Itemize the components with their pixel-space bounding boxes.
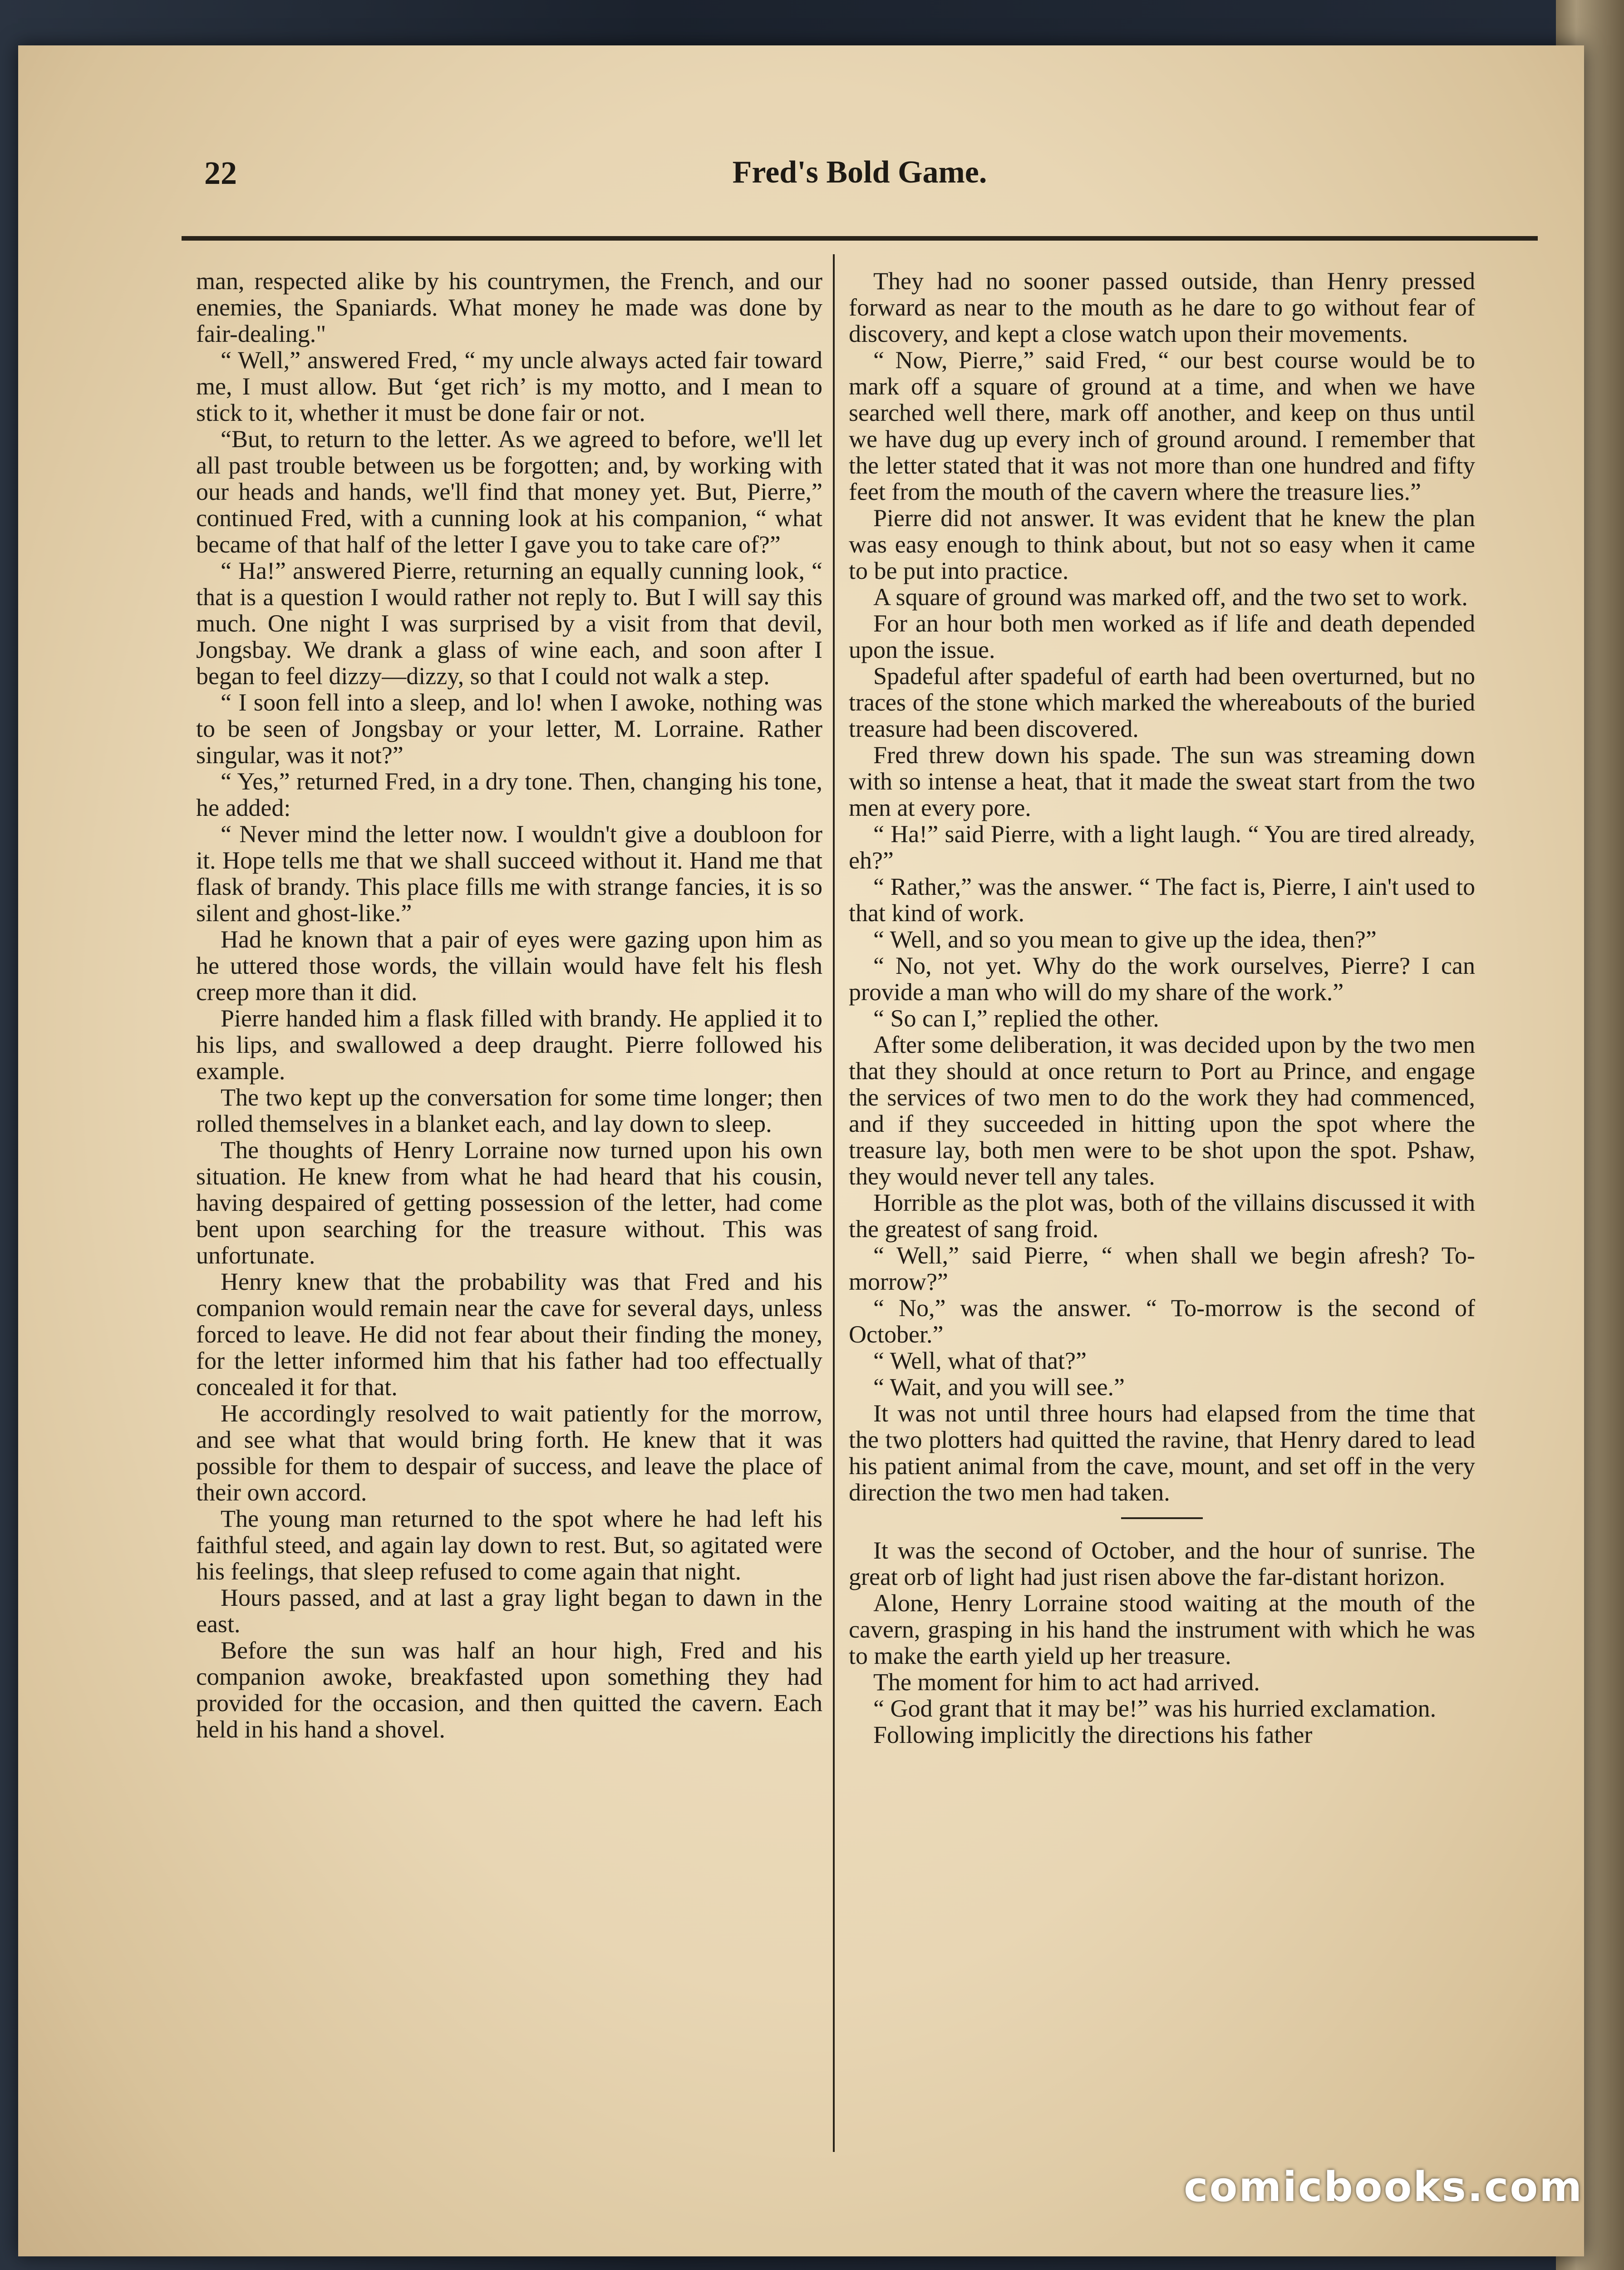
paragraph: man, respected alike by his countrymen, the French, and our enemies, the Spaniards. What money he made was done by fair-dealing." <box>196 267 822 347</box>
paragraph: “ No, not yet. Why do the work ourselves, Pierre? I can provide a man who will do my share of the work.” <box>849 952 1475 1006</box>
paragraph: “ Well,” said Pierre, “ when shall we begin afresh? To-morrow?” <box>849 1242 1475 1295</box>
paragraph: The moment for him to act had arrived. <box>873 1668 1260 1696</box>
paragraph: Pierre handed him a flask filled with brandy. He applied it to his lips, and swallowed a deep draught. Pierre followed his example. <box>196 1005 822 1085</box>
paragraph: Alone, Henry Lorraine stood waiting at the mouth of the cavern, grasping in his hand the instrument with which he was to make the earth yield up her treasure. <box>849 1589 1475 1669</box>
paragraph: For an hour both men worked as if life and death depended upon the issue. <box>849 610 1475 663</box>
paragraph: “But, to return to the letter. As we agreed to before, we'll let all past trouble between us be forgotten; and, by working with our heads and hands, we'll find that money yet. But, Pierre,” continued Fred, with a cunning look at his companion, “ what became of that half of the letter I gave you to take care of?” <box>196 425 822 558</box>
paragraph: “ Wait, and you will see.” <box>873 1373 1125 1401</box>
left-column <box>196 268 822 1742</box>
paragraph: After some deliberation, it was decided upon by the two men that they should at once return to Port au Prince, and engage the services of two men to do the work they had commenced, and if they succeeded in hitting upon the spot where the treasure lay, both men were to be shot upon the spot. Pshaw, they would never tell any tales. <box>849 1031 1475 1190</box>
paragraph: “ God grant that it may be!” was his hurried exclamation. <box>873 1695 1437 1722</box>
paragraph: A square of ground was marked off, and the two set to work. <box>873 583 1468 611</box>
right-column <box>849 268 1475 1748</box>
paragraph: Spadeful after spadeful of earth had been overturned, but no traces of the stone which marked the whereabouts of the buried treasure had been discovered. <box>849 662 1475 742</box>
paragraph: The thoughts of Henry Lorraine now turned upon his own situation. He knew from what he had heard that his cousin, having despaired of getting possession of the letter, had come bent upon searching for the treasure without. This was unfortunate. <box>196 1136 822 1269</box>
paragraph: Pierre did not answer. It was evident that he knew the plan was easy enough to think about, but not so easy when it came to be put into practice. <box>849 504 1475 584</box>
paragraph: “ Ha!” answered Pierre, returning an equally cunning look, “ that is a question I would rather not reply to. But I will say this much. One night I was surprised by a visit from that devil, Jongsbay. We drank a glass of wine each, and soon after I began to feel dizzy—dizzy, so that I could not walk a step. <box>196 557 822 690</box>
paragraph: The young man returned to the spot where he had left his faithful steed, and again lay down to rest. But, so agitated were his feelings, that sleep refused to come again that night. <box>196 1505 822 1585</box>
paragraph: The two kept up the conversation for some time longer; then rolled themselves in a blanket each, and lay down to sleep. <box>196 1084 822 1137</box>
watermark: comicbooks.com <box>1184 2163 1583 2211</box>
running-title: Fred's Bold Game. <box>732 155 987 190</box>
paragraph: They had no sooner passed outside, than Henry pressed forward as near to the mouth as he dare to go without fear of discovery, and kept a close watch upon their movements. <box>849 267 1475 347</box>
paragraph: It was not until three hours had elapsed from the time that the two plotters had quitted the ravine, that Henry dared to lead his patient animal from the cave, mount, and set off in the very direction the two men had taken. <box>849 1400 1475 1506</box>
paragraph: Had he known that a pair of eyes were gazing upon him as he uttered those words, the villain would have felt his flesh creep more than it did. <box>196 926 822 1006</box>
paragraph: Hours passed, and at last a gray light began to dawn in the east. <box>196 1584 822 1638</box>
paragraph: “ Yes,” returned Fred, in a dry tone. Then, changing his tone, he added: <box>196 768 822 821</box>
paragraph: “ Now, Pierre,” said Fred, “ our best course would be to mark off a square of ground at a time, and when we have searched well there, mark off another, and keep on thus until we have dug up every inch of ground around. I remember that the letter stated that it was not more than one hundred and fifty feet from the mouth of the cavern where the treasure lies.” <box>849 346 1475 505</box>
page-header <box>182 145 1538 209</box>
paragraph: Horrible as the plot was, both of the villains discussed it with the greatest of sang froid. <box>849 1189 1475 1243</box>
header-rule <box>182 236 1538 241</box>
right-column-part-2 <box>849 1537 1475 1748</box>
paragraph: “ Well, and so you mean to give up the idea, then?” <box>873 926 1377 953</box>
paragraph: “ Never mind the letter now. I wouldn't give a doubloon for it. Hope tells me that we shall succeed without it. Hand me that flask of brandy. This place fills me with strange fancies, it is so silent and ghost-like.” <box>196 820 822 927</box>
paragraph: Following implicitly the directions his father <box>873 1721 1313 1748</box>
page-number: 22 <box>204 155 237 191</box>
paragraph: “ I soon fell into a sleep, and lo! when I awoke, nothing was to be seen of Jongsbay or your letter, M. Lorraine. Rather singular, was it not?” <box>196 689 822 769</box>
paragraph: “ Ha!” said Pierre, with a light laugh. “ You are tired already, eh?” <box>849 820 1475 874</box>
paragraph: Henry knew that the probability was that Fred and his companion would remain near the cave for several days, unless forced to leave. He did not fear about their finding the money, for the letter informed him that his father had too effectually concealed it for that. <box>196 1268 822 1401</box>
paragraph: “ Rather,” was the answer. “ The fact is, Pierre, I ain't used to that kind of work. <box>849 873 1475 927</box>
section-break-rule <box>1121 1517 1203 1519</box>
right-column-part-1 <box>849 268 1475 1505</box>
paragraph: Before the sun was half an hour high, Fred and his companion awoke, breakfasted upon something they had provided for the occasion, and then quitted the cavern. Each held in his hand a shovel. <box>196 1637 822 1743</box>
paragraph: “ No,” was the answer. “ To-morrow is the second of October.” <box>849 1294 1475 1348</box>
paragraph: “ Well,” answered Fred, “ my uncle always acted fair toward me, I must allow. But ‘get rich’ is my motto, and I mean to stick to it, whether it must be done fair or not. <box>196 346 822 426</box>
paragraph: It was the second of October, and the hour of sunrise. The great orb of light had just risen above the far-distant horizon. <box>849 1537 1475 1590</box>
paragraph: He accordingly resolved to wait patiently for the morrow, and see what that would bring forth. He knew that it was possible for them to despair of success, and leave the place of their own accord. <box>196 1400 822 1506</box>
paragraph: Fred threw down his spade. The sun was streaming down with so intense a heat, that it made the sweat start from the two men at every pore. <box>849 741 1475 821</box>
paragraph: “ Well, what of that?” <box>873 1347 1087 1374</box>
paragraph: “ So can I,” replied the other. <box>873 1005 1159 1032</box>
column-divider <box>833 254 835 2152</box>
